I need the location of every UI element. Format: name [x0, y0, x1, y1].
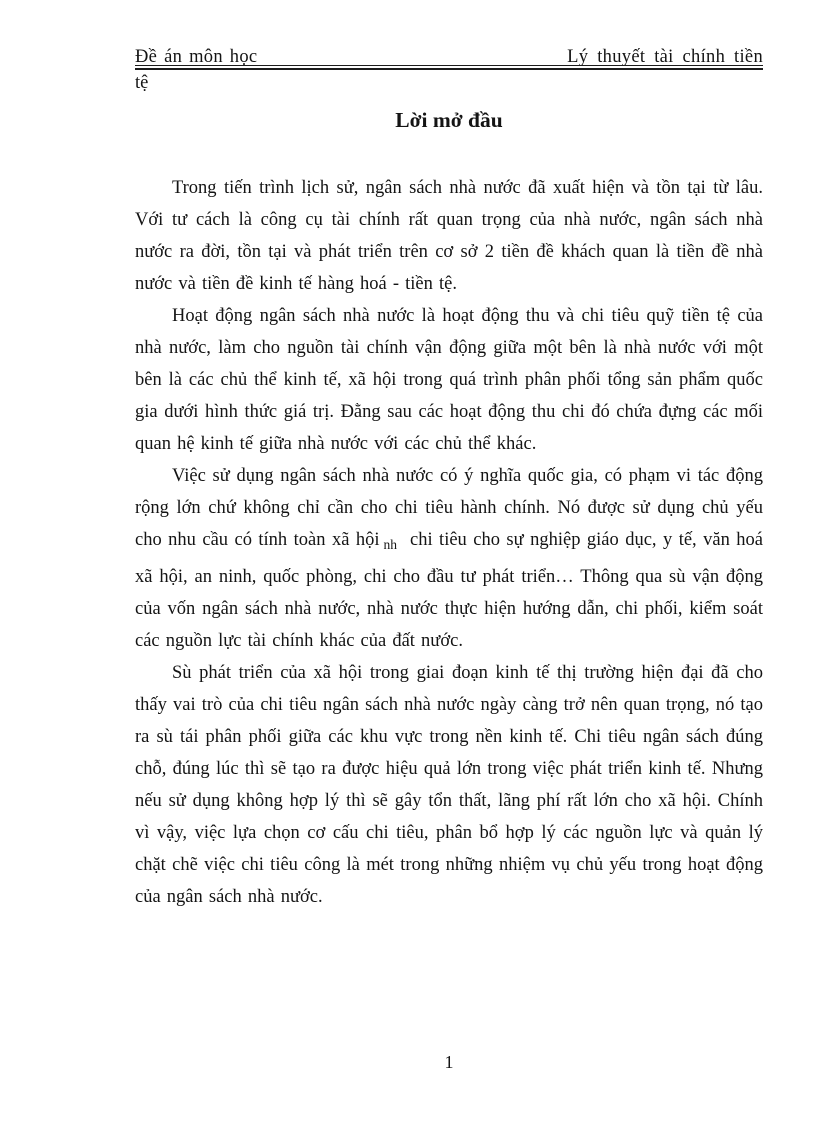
header-rule-row	[135, 44, 763, 70]
header-wrapped-text: tệ	[135, 73, 149, 93]
paragraph-4: Sù phát triển của xã hội trong giai đoạn kinh tế thị trường hiện đại đã cho thấy vai trò của chi tiêu ngân sách nhà nước ngày càng trở nên quan trọng, nó tạo ra sù tái phân phối giữa các khu vực trong nền kinh tế. Chi tiêu ngân sách đúng chỗ, đúng lúc thì sẽ tạo ra được hiệu quả lớn trong việc phát triển kinh tế. Nhưng nếu sử dụng không hợp lý thì sẽ gây tổn thất, lãng phí rất lớn cho xã hội. Chính vì vậy, việc lựa chọn cơ cấu chi tiêu, phân bổ hợp lý các nguồn lực và quản lý chặt chẽ việc chi tiêu công là mét trong những nhiệm vụ chủ yếu trong hoạt động của ngân sách nhà nước.	[135, 663, 763, 907]
paragraph-3-text-a: Việc sử dụng ngân sách nhà nước có ý nghĩa quốc gia, có phạm vi tác động rộng lớn chứ không chỉ cần cho chi tiêu hành chính. Nó được sử dụng chủ yếu cho nhu cầu có tính toàn xã hội	[135, 466, 763, 550]
page-number: 1	[444, 1052, 454, 1072]
header-right-text: Lý thuyết tài chính tiền	[567, 47, 763, 67]
paragraph-1: Trong tiến trình lịch sử, ngân sách nhà nước đã xuất hiện và tồn tại từ lâu. Với tư cách là công cụ tài chính rất quan trọng của nhà nước, ngân sách nhà nước ra đời, tồn tại và phát triển trên cơ sở 2 tiền đề khách quan là tiền đề nhà nước và tiền đề kinh tế hàng hoá - tiền tệ.	[135, 178, 763, 294]
header-left-text: Đề án môn học	[135, 47, 258, 67]
page-title: Lời mở đầu	[395, 108, 503, 132]
paragraph-2: Hoạt động ngân sách nhà nước là hoạt động thu và chi tiêu quỹ tiền tệ của nhà nước, làm cho nguồn tài chính vận động giữa một bên là nhà nước với một bên là các chủ thể kinh tế, xã hội trong quá trình phân phối tổng sản phẩm quốc gia dưới hình thức giá trị. Đằng sau các hoạt động thu chi đó chứa đựng các mối quan hệ kinh tế giữa nhà nước với các chủ thể khác.	[135, 306, 763, 454]
page-header	[135, 44, 763, 96]
paragraph-3-subscript: nh	[383, 537, 397, 552]
page-content	[135, 44, 763, 913]
paragraph-3-text-b: chi tiêu cho sự nghiệp giáo dục, y tế, văn hoá xã hội, an ninh, quốc phòng, chi cho đầu tư phát triển… Thông qua sù vận động của vốn ngân sách nhà nước, nhà nước thực hiện hướng dẫn, chi phối, kiểm soát các nguồn lực tài chính khác của đất nước.	[135, 530, 763, 651]
paragraph-3	[135, 460, 763, 657]
